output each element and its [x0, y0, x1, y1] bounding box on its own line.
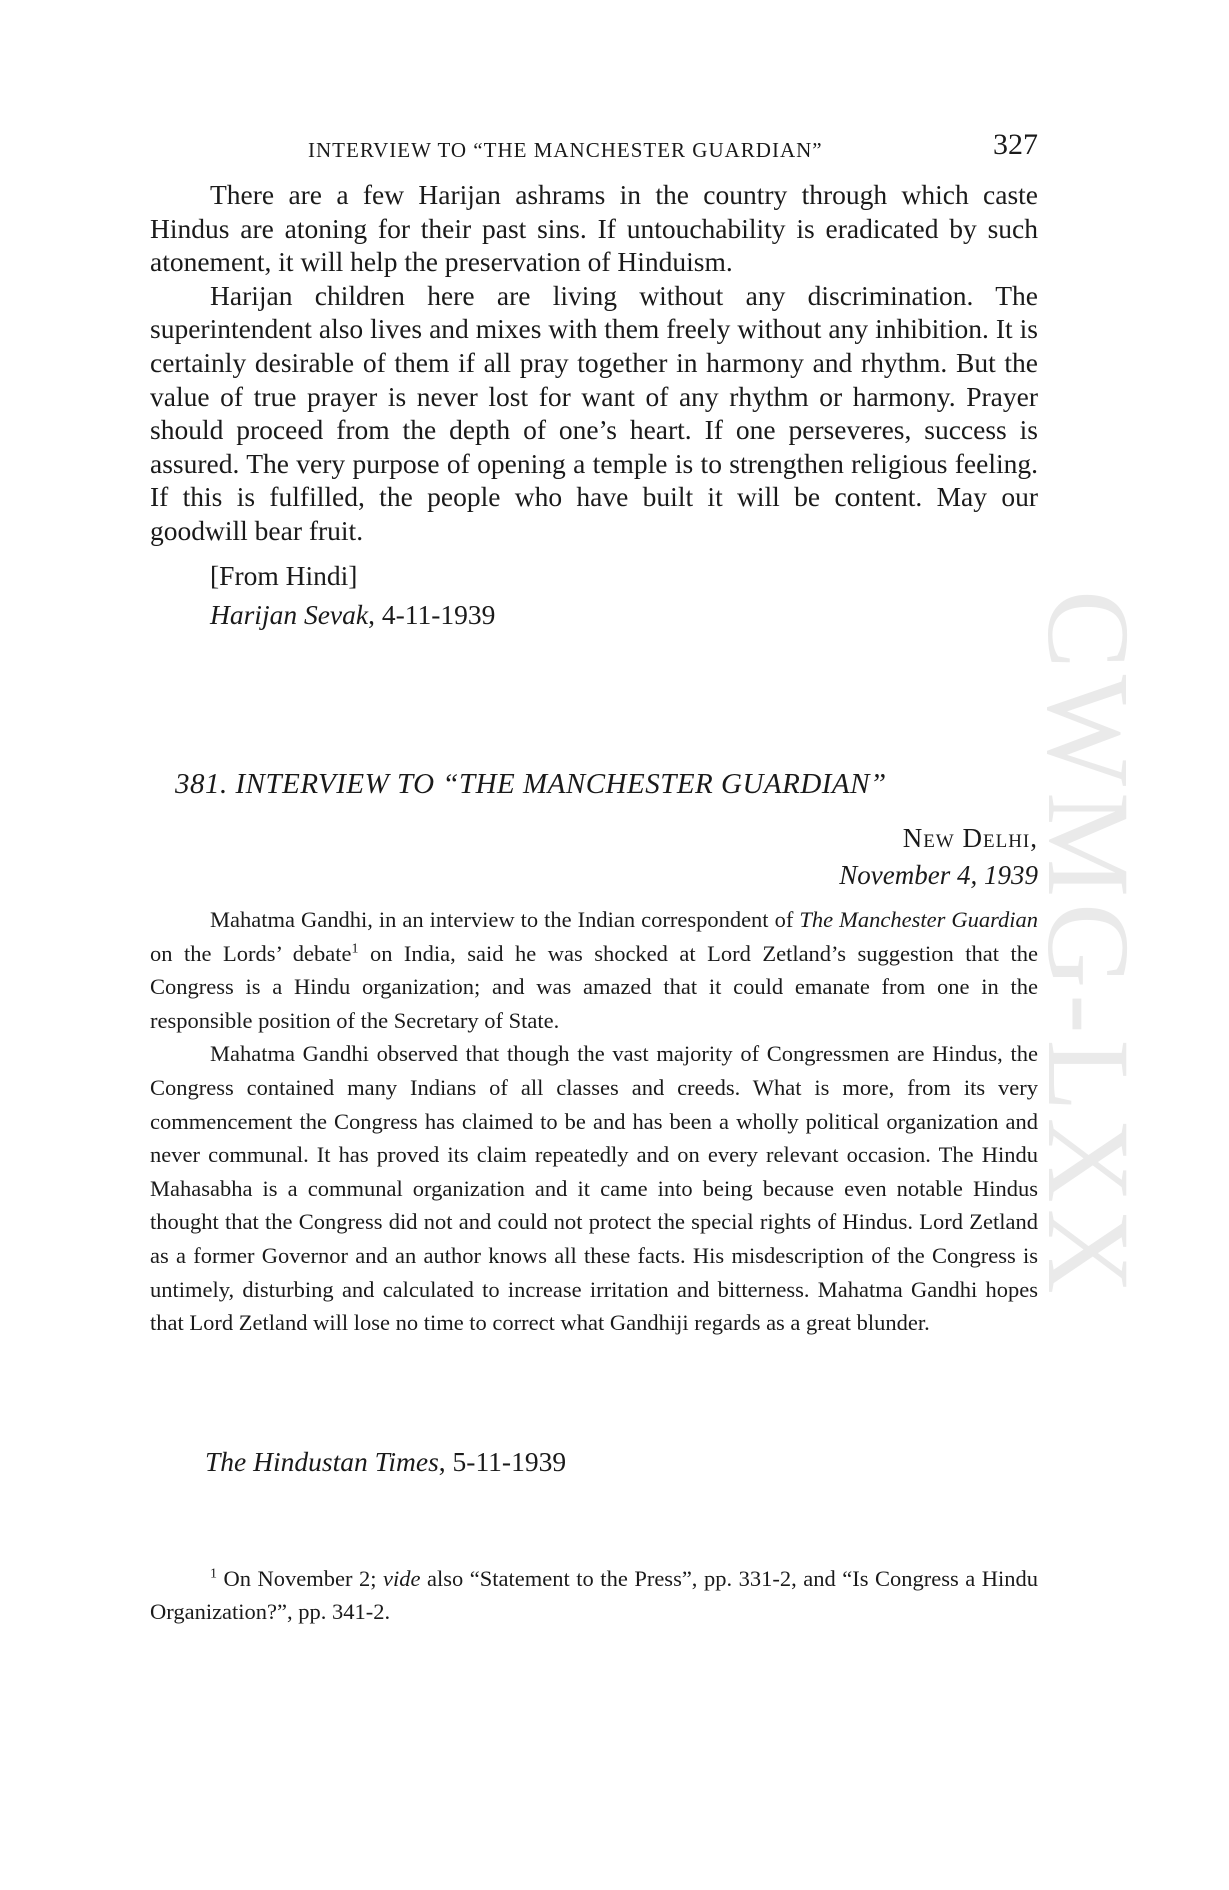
dateline-date: November 4, 1939 [839, 860, 1038, 890]
running-head [150, 128, 1038, 168]
footnote-reference: 1 [351, 941, 359, 957]
paragraph-harijan-children: Harijan children here are living without any discrimination. The superintendent also lives and mixes with them freely without any inhibition. It is certainly desirable of them if all pray together in harmony and rhythm. But the value of true prayer is never lost for want of any rhythm or harmony. Prayer should proceed from the depth of one’s heart. If one perseveres, success is assured. The very purpose of opening a temple is to strengthen religious feeling. If this is fulfilled, the people who have built it will be content. May our goodwill bear fruit. [150, 279, 1038, 546]
footnote-end: also “Statement to the Press”, pp. 331-2, and “Is Congress a Hindu Organization?”, pp. 341-2. [150, 1566, 1039, 1624]
book-page [150, 0, 1038, 1890]
footnote-start: On November 2; [217, 1566, 384, 1591]
dateline-place: New Delhi, [902, 823, 1038, 853]
newspaper-name: The Manchester Guardian [799, 907, 1039, 932]
language-note: [From Hindi] [210, 559, 358, 591]
document-source [205, 1446, 566, 1478]
report-p1-end: on India, said he was shocked at Lord Zetland’s suggestion that the Congress is a Hindu organization; and was amazed that it could emanate from one in the responsible position of the Secretary of State. [150, 940, 1038, 1033]
report-p1-mid: on the Lords’ debate [150, 940, 352, 966]
footnote-mark: 1 [210, 1566, 217, 1582]
dateline [839, 820, 1038, 894]
footnote [150, 1562, 1038, 1628]
footnote-vide: vide [383, 1566, 421, 1591]
document-source-date: , 5-11-1939 [438, 1446, 567, 1477]
report-p1-start: Mahatma Gandhi, in an interview to the Indian correspondent of [210, 907, 800, 932]
running-title: INTERVIEW TO “THE MANCHESTER GUARDIAN” [308, 138, 823, 162]
previous-document-text [150, 178, 1038, 634]
paragraph-ashrams: There are a few Harijan ashrams in the country through which caste Hindus are atoning for their past sins. If untouchability is eradicated by such atonement, it will help the preservation of Hinduism. [150, 179, 1038, 278]
previous-source-line [210, 595, 1038, 634]
page-number: 327 [993, 128, 1038, 161]
previous-source-block [150, 556, 1038, 634]
watermark-text: CWMG-LXX [1023, 589, 1154, 1301]
report-paragraph-2: Mahatma Gandhi observed that though the vast majority of Congressmen are Hindus, the Congress contained many Indians of all classes and creeds. What is more, from its very commencement the Congress has claimed to be and has been a wholly political organization and never communal. It has proved its claim repeatedly and on every relevant occasion. The Hindu Mahasabha is a communal organization and it came into being because even notable Hindus thought that the Congress did not and could not protect the special rights of Hindus. Lord Zetland as a former Governor and an author knows all these facts. His misdescription of the Congress is untimely, disturbing and calculated to increase irritation and bitterness. Mahatma Gandhi hopes that Lord Zetland will lose no time to correct what Gandhiji regards as a great blunder. [150, 1041, 1038, 1336]
previous-source-title: Harijan Sevak [210, 598, 369, 630]
report-paragraph-1 [150, 903, 1038, 1037]
interview-report [150, 903, 1038, 1340]
document-source-title: The Hindustan Times [205, 1446, 439, 1477]
document-heading: 381. INTERVIEW TO “THE MANCHESTER GUARDIAN” [175, 768, 887, 800]
previous-source-date: , 4-11-1939 [368, 598, 496, 630]
